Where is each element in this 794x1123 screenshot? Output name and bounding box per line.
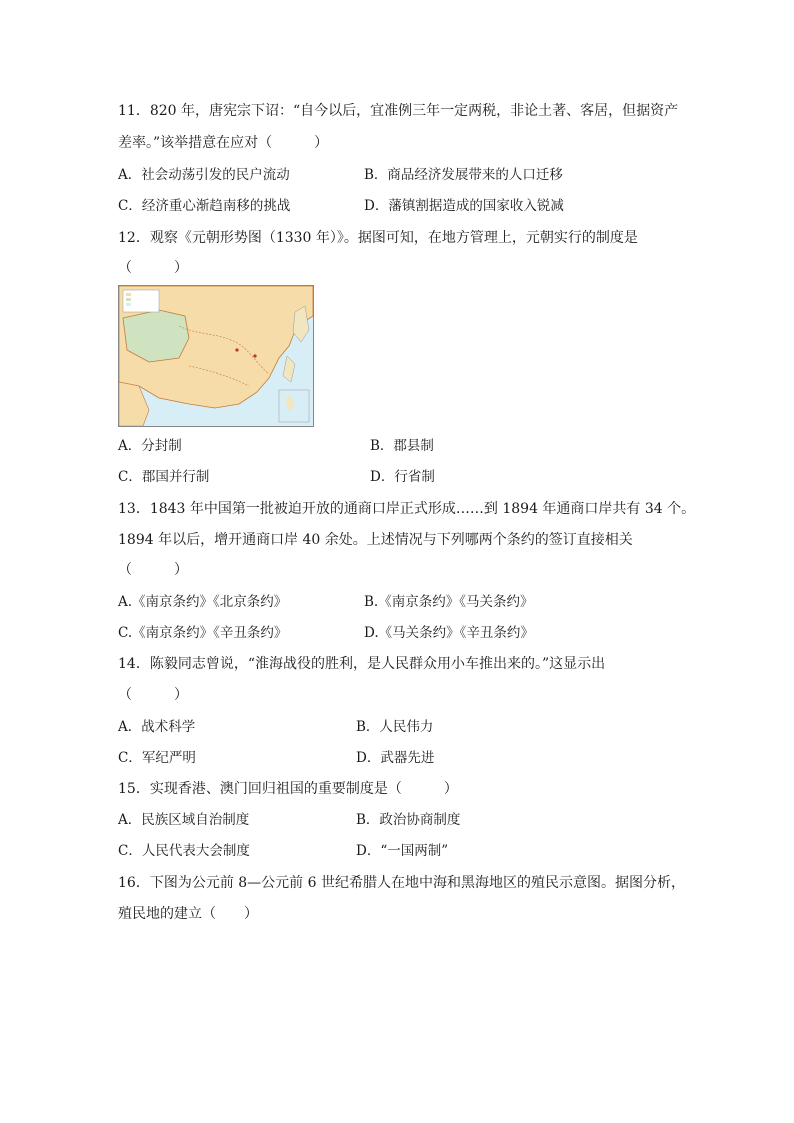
- q11-stem-line2: 差率。”该举措意在应对（ ）: [118, 135, 329, 151]
- q15-option-d[interactable]: D．“一国两制”: [356, 843, 449, 859]
- q12-option-b[interactable]: B．郡县制: [370, 438, 434, 454]
- q14-option-c[interactable]: C．军纪严明: [118, 750, 196, 766]
- q13-option-b[interactable]: B.《南京条约》《马关条约》: [364, 594, 534, 610]
- map-illustration: [119, 286, 313, 426]
- q12-option-a[interactable]: A．分封制: [118, 438, 182, 454]
- q14-option-b[interactable]: B．人民伟力: [356, 719, 434, 735]
- q11-option-c[interactable]: C．经济重心渐趋南移的挑战: [118, 198, 291, 214]
- yuan-dynasty-map: [118, 285, 314, 427]
- q12-option-d[interactable]: D．行省制: [370, 469, 435, 485]
- q14-option-a[interactable]: A．战术科学: [118, 719, 196, 735]
- q14-option-d[interactable]: D．武器先进: [356, 750, 435, 766]
- q15-option-c[interactable]: C．人民代表大会制度: [118, 843, 250, 859]
- q11-option-a[interactable]: A．社会动荡引发的民户流动: [118, 167, 290, 183]
- q13-option-a[interactable]: A.《南京条约》《北京条约》: [118, 594, 288, 610]
- q16-stem-line2: 殖民地的建立（ ）: [118, 906, 258, 922]
- q13-option-d[interactable]: D.《马关条约》《辛丑条约》: [364, 625, 534, 641]
- q11-stem-line1: 11．820 年，唐宪宗下诏：“自今以后，宜准例三年一定两税，非论土著、客居，但据资产: [118, 103, 679, 119]
- q11-option-b[interactable]: B．商品经济发展带来的人口迁移: [364, 167, 563, 183]
- q15-option-a[interactable]: A．民族区域自治制度: [118, 812, 250, 828]
- q15-stem-line1: 15．实现香港、澳门回归祖国的重要制度是（ ）: [118, 781, 458, 797]
- q12-option-c[interactable]: C．郡国并行制: [118, 469, 210, 485]
- q12-stem-line2: （ ）: [118, 260, 188, 276]
- q11-option-d[interactable]: D．藩镇割据造成的国家收入锐减: [364, 198, 564, 214]
- q12-stem-line1: 12．观察《元朝形势图（1330 年）》。据图可知，在地方管理上，元朝实行的制度是: [118, 230, 638, 246]
- q14-stem-line1: 14．陈毅同志曾说，“淮海战役的胜利，是人民群众用小车推出来的。”这显示出: [118, 656, 606, 672]
- q15-option-b[interactable]: B．政治协商制度: [356, 812, 461, 828]
- q13-option-c[interactable]: C.《南京条约》《辛丑条约》: [118, 625, 288, 641]
- q14-stem-line2: （ ）: [118, 687, 188, 703]
- q13-stem-line2: 1894 年以后，增开通商口岸 40 余处。上述情况与下列哪两个条约的签订直接相关: [118, 532, 633, 548]
- q16-stem-line1: 16．下图为公元前 8—公元前 6 世纪希腊人在地中海和黑海地区的殖民示意图。据图分析，: [118, 875, 685, 891]
- q13-stem-line1: 13．1843 年中国第一批被迫开放的通商口岸正式形成……到 1894 年通商口岸共有 34 个。: [118, 501, 696, 517]
- q13-stem-line3: （ ）: [118, 562, 188, 578]
